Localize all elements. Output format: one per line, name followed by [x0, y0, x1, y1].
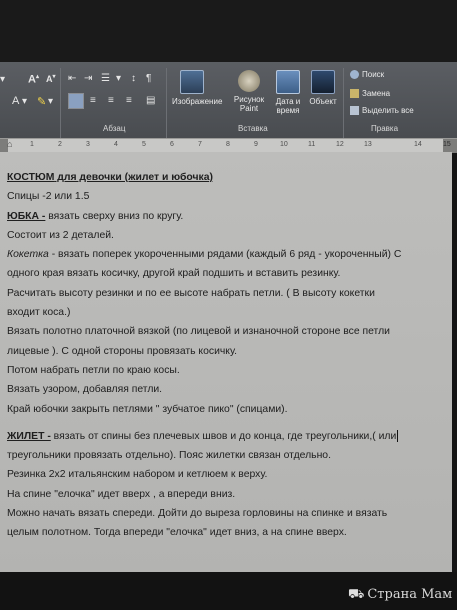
doc-line: Спицы -2 или 1.5 — [7, 191, 90, 203]
calendar-icon — [276, 70, 300, 94]
skirt-label: ЮБКА - — [7, 210, 46, 222]
replace-icon — [350, 89, 359, 98]
indent-marker-icon[interactable]: ⌂ — [7, 139, 13, 149]
blank-line — [7, 419, 447, 427]
doc-line: входит коса.) — [7, 307, 71, 319]
ruler[interactable] — [0, 138, 457, 153]
stroller-icon: ⛟ — [348, 587, 365, 602]
grow-font-icon[interactable]: A▴ — [28, 73, 39, 86]
doc-line: целым полотном. Тогда впереди "елочка" идет вниз, а на спине вверх. — [7, 527, 347, 539]
insert-datetime-button[interactable] — [268, 70, 308, 115]
insert-image-button[interactable] — [172, 70, 223, 106]
ruler-tick: 4 — [114, 141, 118, 148]
title-prefix: КОСТЮМ — [7, 172, 55, 183]
koketka-text: - вязать поперек укороченными рядами (каждый 6 ряд - укороченный) С — [48, 249, 402, 261]
paragraph-dialog-icon[interactable]: ▤ — [146, 95, 156, 106]
title-rest: для девочки (жилет и юбочка) — [54, 172, 213, 183]
doc-line — [7, 207, 447, 226]
doc-line: Край юбочки закрыть петлями " зубчатое пико" (спицами). — [7, 403, 288, 415]
increase-indent-icon[interactable]: ⇥ — [84, 73, 93, 84]
line-spacing-icon[interactable]: ↕ — [131, 73, 136, 84]
ruler-tick: 2 — [58, 141, 62, 148]
doc-title — [7, 168, 447, 187]
doc-line: треугольники провязать отдельно). Пояс жилетки связан отдельно. — [7, 450, 331, 462]
ruler-tick: 11 — [308, 141, 316, 148]
picture-icon — [180, 70, 204, 94]
insert-object-label: Объект — [309, 97, 337, 106]
doc-line: На спине "елочка" идет вверх , а впереди вниз. — [7, 488, 236, 500]
insert-object-button[interactable] — [303, 70, 343, 106]
doc-line: Вязать полотно платочной вязкой (по лицевой и изнаночной стороне все петли — [7, 326, 390, 338]
ruler-tick: 8 — [226, 141, 230, 148]
ruler-tick: 14 — [414, 141, 422, 148]
doc-line: Потом набрать петли по краю косы. — [7, 364, 180, 376]
ruler-tick: 6 — [170, 141, 174, 148]
align-right-icon[interactable]: ≡ — [108, 95, 114, 106]
highlighter-dropdown-icon[interactable]: ▾ — [48, 96, 54, 107]
insert-paint-label-1: Рисунок — [233, 95, 265, 104]
select-all-button[interactable] — [350, 106, 414, 115]
doc-line: Можно начать вязать спереди. Дойти до выреза горловины на спинке и вязать — [7, 508, 388, 520]
replace-label: Замена — [362, 89, 391, 98]
ruler-tick: 13 — [364, 141, 372, 148]
select-all-icon — [350, 106, 359, 115]
document-body[interactable] — [7, 168, 447, 543]
insert-paint-button[interactable] — [229, 70, 269, 113]
doc-line: Состоит из 2 деталей. — [7, 229, 114, 241]
insert-image-label: Изображение — [172, 97, 223, 106]
text-highlight-icon[interactable]: A — [12, 95, 20, 107]
insert-datetime-label-2: время — [276, 106, 300, 115]
align-center-icon[interactable]: ≡ — [90, 95, 96, 106]
decrease-indent-icon[interactable]: ⇤ — [68, 73, 77, 84]
binoculars-icon — [350, 70, 359, 79]
insert-datetime-label-1: Дата и — [275, 97, 301, 106]
bullet-list-icon[interactable]: ☰ — [101, 73, 110, 84]
align-left-icon[interactable] — [68, 93, 84, 109]
editing-group-label: Правка — [371, 124, 399, 133]
find-label: Поиск — [362, 70, 385, 79]
find-button[interactable] — [350, 70, 384, 79]
vest-label: ЖИЛЕТ - — [7, 430, 51, 442]
list-dropdown-icon[interactable]: ▾ — [116, 73, 122, 84]
separator — [60, 68, 61, 140]
vest-text: вязать от спины без плечевых швов и до конца, где треугольники,( или — [50, 430, 397, 442]
ribbon — [0, 62, 457, 146]
select-all-label: Выделить все — [362, 106, 414, 115]
paint-palette-icon — [238, 70, 260, 92]
replace-button[interactable] — [350, 89, 390, 98]
monitor-bezel — [0, 0, 457, 62]
doc-line: Расчитать высоту резинки и по ее высоте набрать петли. ( В высоту кокетки — [7, 287, 375, 299]
object-icon — [311, 70, 335, 94]
separator — [343, 68, 344, 140]
separator — [166, 68, 167, 140]
koketka-label: Кокетка — [7, 249, 49, 261]
highlight-dropdown-icon[interactable]: ▾ — [22, 96, 28, 107]
text-cursor — [397, 430, 398, 442]
ruler-tick: 15 — [443, 141, 451, 148]
paragraph-settings-icon[interactable]: ¶ — [146, 73, 152, 84]
shrink-font-icon[interactable]: A▾ — [46, 74, 56, 84]
ruler-tick: 5 — [142, 141, 146, 148]
ruler-tick: 9 — [254, 141, 258, 148]
doc-line: Резинка 2х2 итальянским набором и кетлюем к верху. — [7, 469, 268, 481]
paragraph-group-label: Абзац — [103, 124, 126, 133]
insert-paint-label-2: Paint — [239, 104, 259, 113]
watermark-text: Страна Мам — [367, 587, 453, 602]
ruler-tick: 10 — [280, 141, 288, 148]
ruler-tick: 3 — [86, 141, 90, 148]
doc-line: Вязать узором, добавляя петли. — [7, 384, 163, 396]
justify-icon[interactable]: ≡ — [126, 95, 132, 106]
insert-group-label: Вставка — [238, 124, 268, 133]
ruler-tick: 7 — [198, 141, 202, 148]
ruler-tick: 12 — [336, 141, 344, 148]
skirt-text: вязать сверху вниз по кругу. — [45, 210, 184, 222]
highlighter-icon[interactable]: ✎ — [37, 96, 47, 108]
doc-line — [7, 245, 447, 264]
doc-line — [7, 427, 447, 446]
doc-line: лицевые ). С одной стороны провязать косичку. — [7, 345, 237, 357]
doc-line: одного края вязать косичку, другой край подшить и вставить резинку. — [7, 268, 341, 280]
site-watermark — [348, 587, 452, 604]
ruler-tick: 1 — [30, 141, 34, 148]
font-size-dropdown-icon[interactable]: ▾ — [0, 74, 6, 85]
